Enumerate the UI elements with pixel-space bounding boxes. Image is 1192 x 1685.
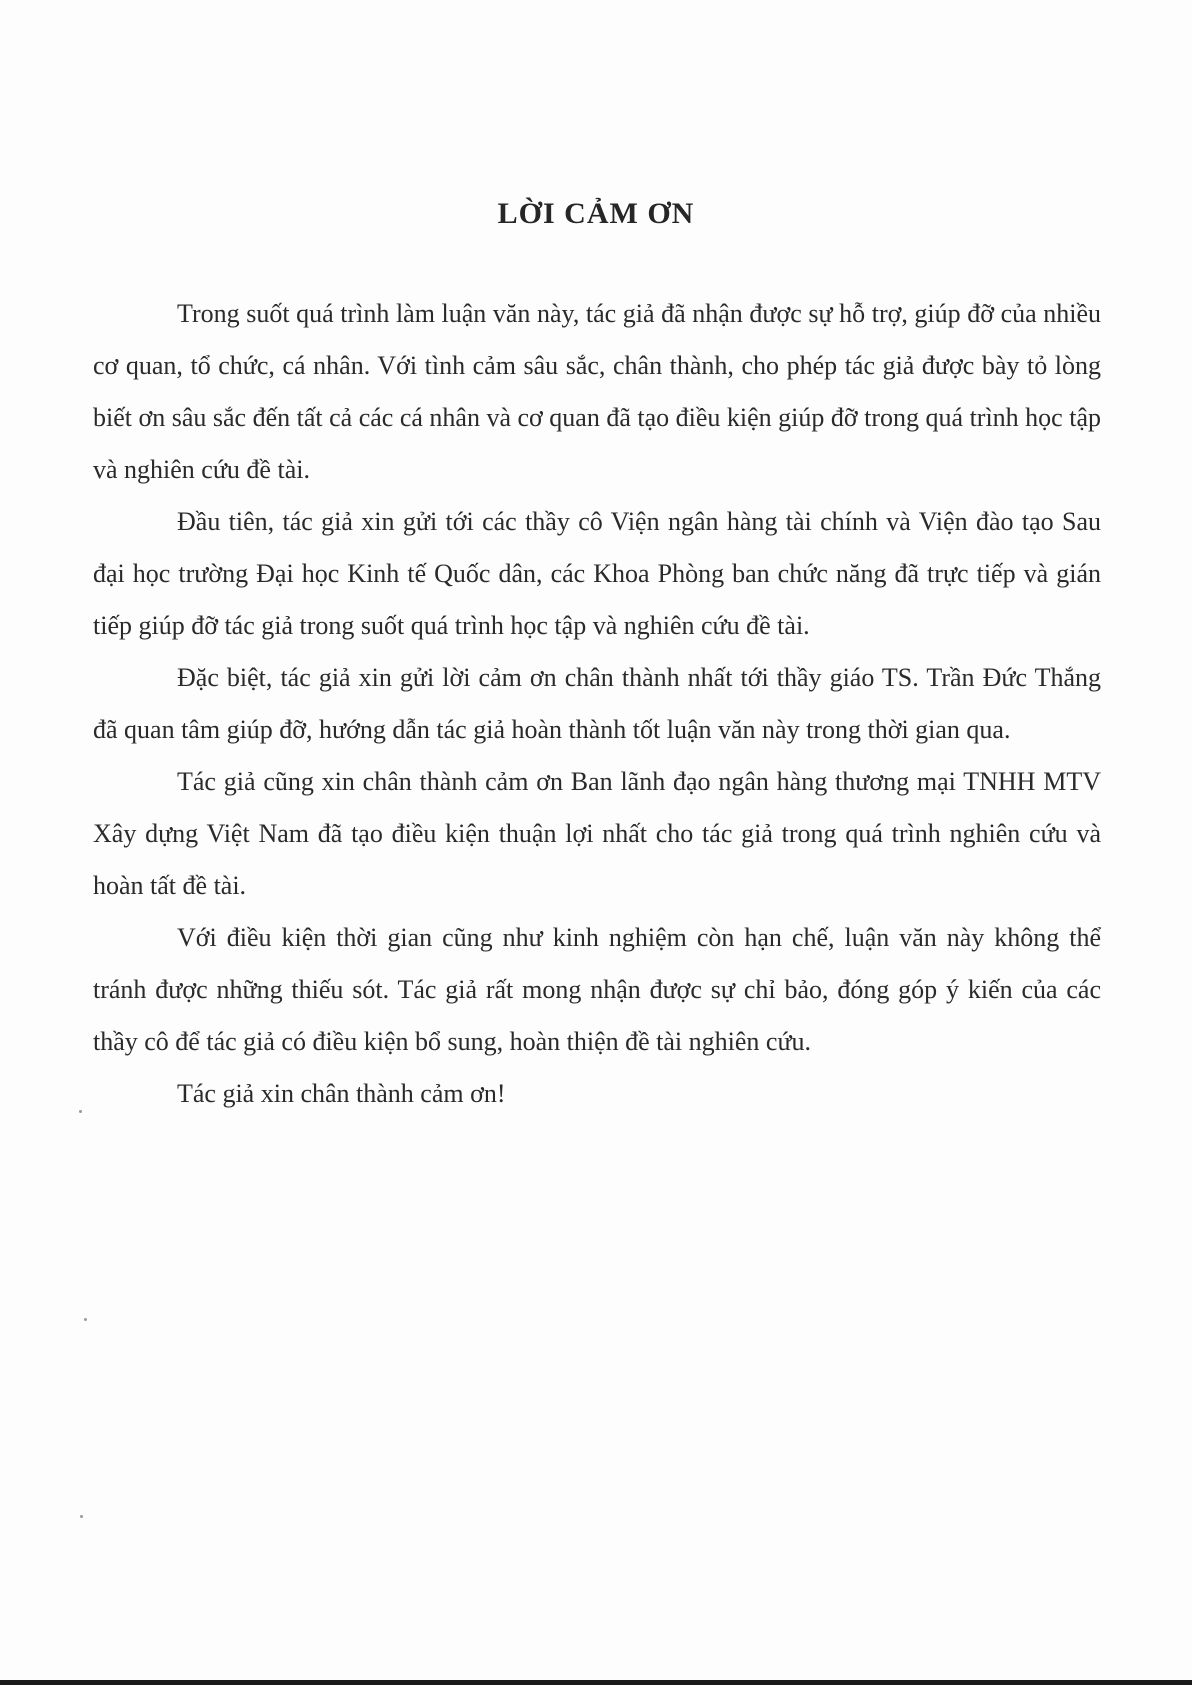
page-title: LỜI CẢM ƠN [497,197,695,230]
scan-speck [79,1110,82,1113]
scan-speck [84,1318,87,1321]
scan-bottom-edge [0,1680,1192,1685]
paragraph-institutions: Đầu tiên, tác giả xin gửi tới các thầy cô Viện ngân hàng tài chính và Viện đào tạo Sau đại học trường Đại học Kinh tế Quốc dân, các Khoa Phòng ban chức năng đã trực tiếp và gián tiếp giúp đỡ tác giả trong suốt quá trình học tập và nghiên cứu đề tài. [93,507,1101,640]
paragraph-closing: Tác giả xin chân thành cảm ơn! [177,1079,506,1108]
scan-speck [80,1515,83,1518]
paragraph-bank: Tác giả cũng xin chân thành cảm ơn Ban lãnh đạo ngân hàng thương mại TNHH MTV Xây dựng Việt Nam đã tạo điều kiện thuận lợi nhất cho tác giả trong quá trình nghiên cứu và hoàn tất đề tài. [93,767,1101,900]
paragraph-intro: Trong suốt quá trình làm luận văn này, tác giả đã nhận được sự hỗ trợ, giúp đỡ của nhiều cơ quan, tổ chức, cá nhân. Với tình cảm sâu sắc, chân thành, cho phép tác giả được bày tỏ lòng biết ơn sâu sắc đến tất cả các cá nhân và cơ quan đã tạo điều kiện giúp đỡ trong quá trình học tập và nghiên cứu đề tài. [93,299,1101,484]
paragraph-limitations: Với điều kiện thời gian cũng như kinh nghiệm còn hạn chế, luận văn này không thể tránh được những thiếu sót. Tác giả rất mong nhận được sự chỉ bảo, đóng góp ý kiến của các thầy cô để tác giả có điều kiện bổ sung, hoàn thiện đề tài nghiên cứu. [93,923,1101,1056]
paragraph-supervisor: Đặc biệt, tác giả xin gửi lời cảm ơn chân thành nhất tới thầy giáo TS. Trần Đức Thắng đã quan tâm giúp đỡ, hướng dẫn tác giả hoàn thành tốt luận văn này trong thời gian qua. [93,663,1101,744]
document-body [93,288,1101,1120]
